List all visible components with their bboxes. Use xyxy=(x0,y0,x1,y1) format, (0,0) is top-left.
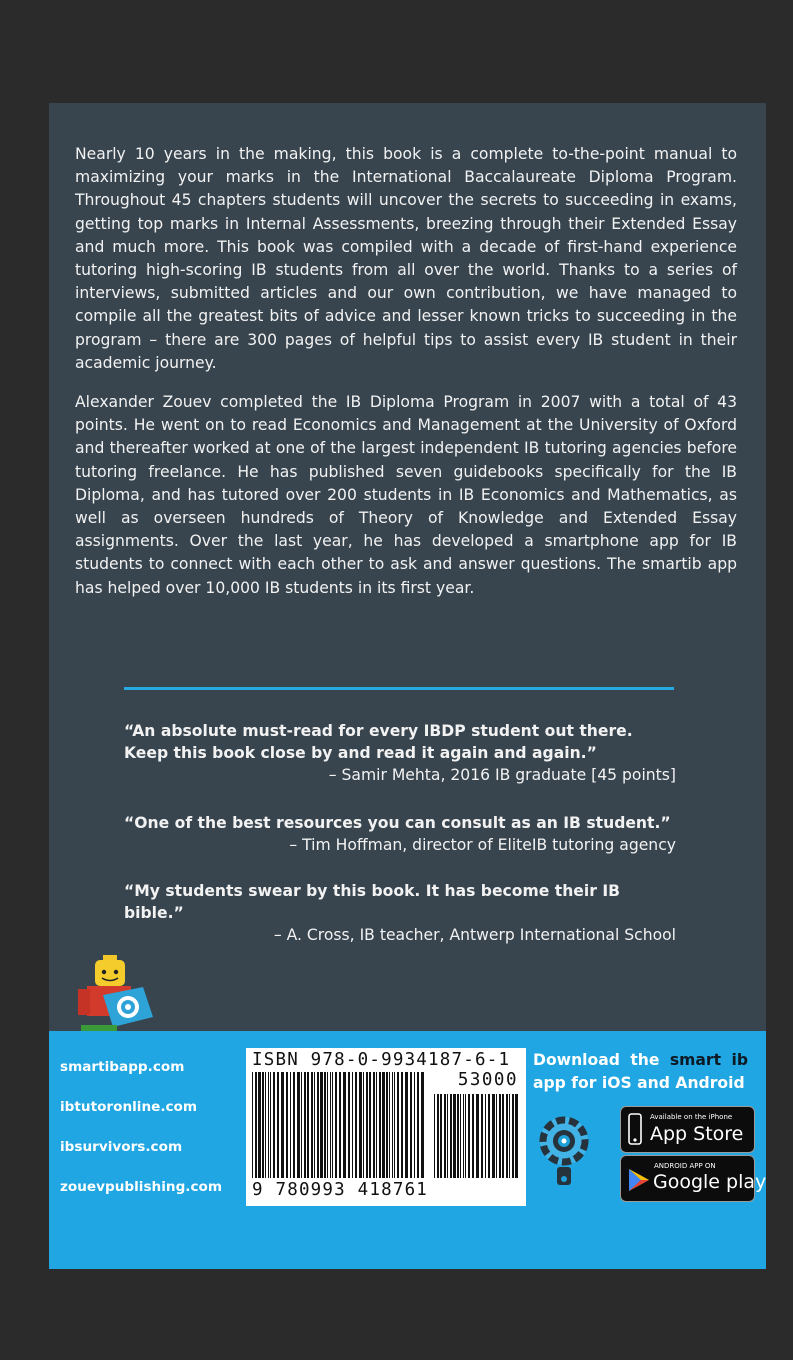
divider xyxy=(124,687,674,690)
smart-ib-app-icon xyxy=(537,1109,591,1191)
google-play-badge[interactable] xyxy=(620,1155,767,1202)
google-play-caption: ANDROID APP ON xyxy=(654,1162,716,1170)
testimonial-attribution: – A. Cross, IB teacher, Antwerp International School xyxy=(273,926,676,944)
google-play-label: Google play xyxy=(653,1171,767,1193)
website-link[interactable]: ibtutoronline.com xyxy=(60,1099,198,1115)
iphone-icon xyxy=(628,1113,642,1145)
app-store-label: App Store xyxy=(650,1123,744,1145)
website-link[interactable]: smartibapp.com xyxy=(60,1059,185,1075)
testimonial xyxy=(124,880,676,946)
price-code: 53000 xyxy=(457,1070,518,1090)
testimonial-attribution: – Tim Hoffman, director of EliteIB tutoring agency xyxy=(289,836,676,854)
app-store-badge[interactable] xyxy=(620,1106,755,1153)
isbn-text: ISBN 978-0-9934187-6-1 xyxy=(252,1050,511,1070)
testimonial-text: “One of the best resources you can consult as an IB student.” xyxy=(124,814,671,832)
google-play-icon xyxy=(628,1168,650,1192)
book-back-cover xyxy=(49,103,766,1269)
footer-band xyxy=(49,1031,766,1269)
book-description: Nearly 10 years in the making, this book is a complete to-the-point manual to maximizing your marks in the International Baccalaureate Diploma Program. Throughout 45 chapters students will uncover the secrets to succeeding in exams, getting top marks in Internal Assessments, breezing through their Extended Essay and much more. This book was compiled with a decade of first-hand experience tutoring high-scoring IB students from all over the world. Thanks to a series of interviews, submitted articles and our own contribution, we have managed to compile all the greatest bits of advice and lesser known tricks to succeeding in the program – there are 300 pages of helpful tips to assist every IB student in their academic journey. xyxy=(75,145,737,372)
isbn-barcode xyxy=(246,1048,526,1206)
barcode-number: 9 780993 418761 xyxy=(252,1180,429,1200)
testimonial-text: “An absolute must-read for every IBDP student out there. Keep this book close by and read it again and again.” xyxy=(124,722,633,762)
app-name: smart ib xyxy=(669,1051,748,1069)
testimonial-text: “My students swear by this book. It has become their IB bible.” xyxy=(124,882,621,922)
download-text: Download the smart ib app for iOS and Android xyxy=(533,1051,748,1092)
author-bio: Alexander Zouev completed the IB Diploma Program in 2007 with a total of 43 points. He went on to read Economics and Management at the University of Oxford and thereafter worked at one of the largest independent IB tutoring agencies before tutoring freelance. He has published seven guidebooks specifically for the IB Diploma, and has tutored over 200 students in IB Economics and Mathematics, as well as overseen hundreds of Theory of Knowledge and Extended Essay assignments. Over the last year, he has developed a smartphone app for IB students to connect with each other to ask and answer questions. The smartib app has helped over 10,000 IB students in its first year. xyxy=(75,393,737,597)
app-store-caption: Available on the iPhone xyxy=(650,1113,733,1121)
website-link[interactable]: zouevpublishing.com xyxy=(60,1179,223,1195)
testimonial-attribution: – Samir Mehta, 2016 IB graduate [45 points] xyxy=(328,766,676,784)
website-link[interactable]: ibsurvivors.com xyxy=(60,1139,183,1155)
testimonial xyxy=(124,812,676,856)
testimonial xyxy=(124,720,676,786)
